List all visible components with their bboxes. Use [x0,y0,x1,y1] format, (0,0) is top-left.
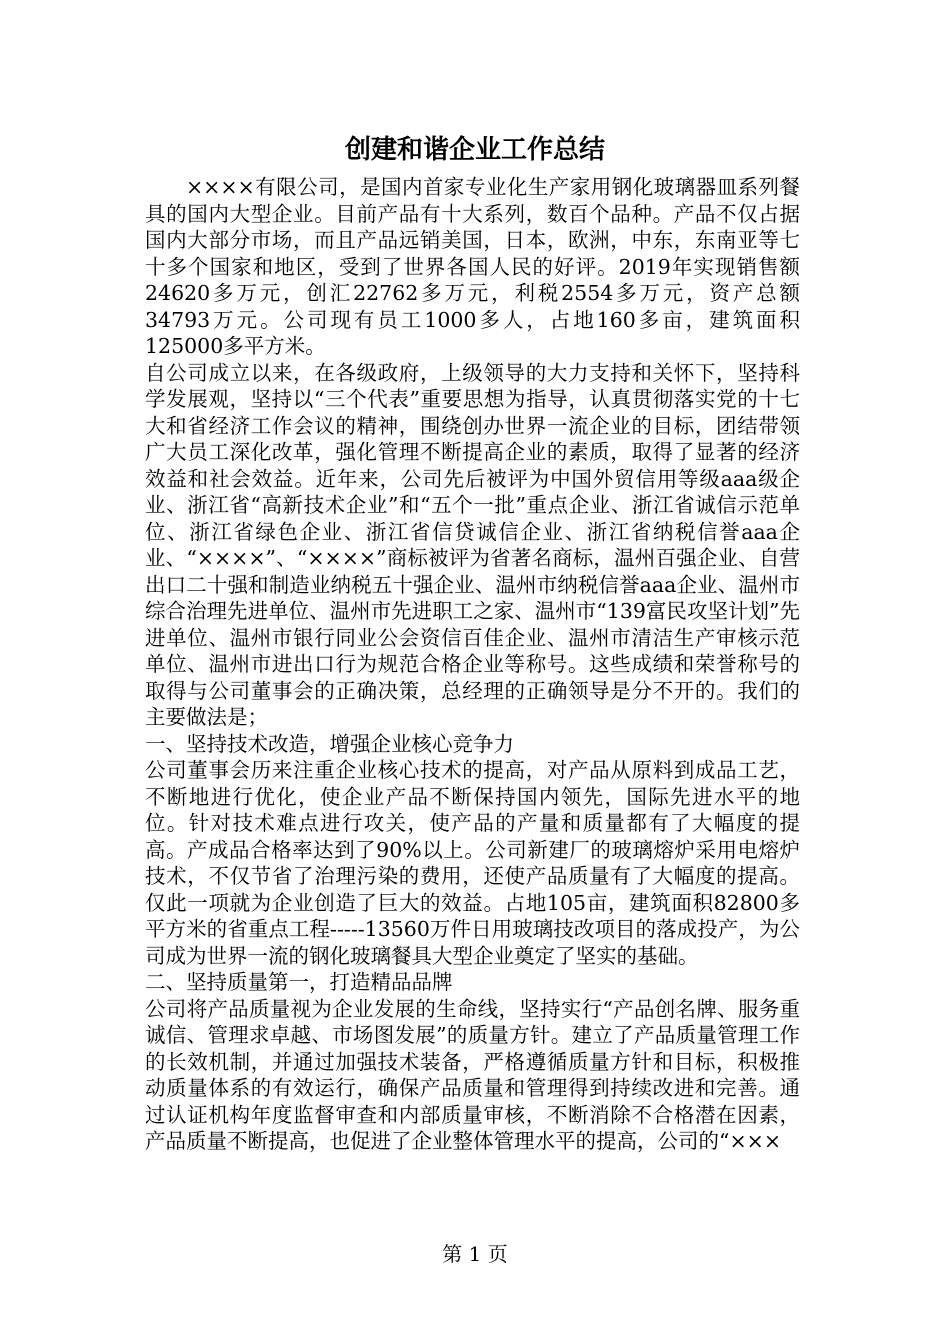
paragraph-achievements: 自公司成立以来，在各级政府，上级领导的大力支持和关怀下，坚持科学发展观，坚持以“三个代表”重要思想为指导，认真贯彻落实党的十七大和省经济工作会议的精神，围绕创办世界一流企业的目标，团结带领广大员工深化改革，强化管理不断提高企业的素质，取得了显著的经济效益和社会效益。近年来，公司先后被评为中国外贸信用等级aaa级企业、浙江省“高新技术企业”和“五个一批”重点企业、浙江省诚信示范单位、浙江省绿色企业、浙江省信贷诚信企业、浙江省纳税信誉aaa企业、“××××”、“××××”商标被评为省著名商标，温州百强企业、自营出口二十强和制造业纳税五十强企业、温州市纳税信誉aaa企业、温州市综合治理先进单位、温州市先进职工之家、温州市“139富民攻坚计划”先进单位、温州市银行同业公会资信百佳企业、温州市清洁生产审核示范单位、温州市进出口行为规范合格企业等称号。这些成绩和荣誉称号的取得与公司董事会的正确决策，总经理的正确领导是分不开的。我们的主要做法是； [145,360,800,729]
section-heading-2: 二、坚持质量第一，打造精品品牌 [145,970,453,994]
section-heading-1: 一、坚持技术改造，增强企业核心竞争力 [145,731,514,756]
document-body [145,174,800,1155]
paragraph-quality: 公司将产品质量视为企业发展的生命线，坚持实行“产品创名牌、服务重诚信、管理求卓越、市场图发展”的质量方针。建立了产品质量管理工作的长效机制，并通过加强技术装备，严格遵循质量方针和目标，积极推动质量体系的有效运行，确保产品质量和管理得到持续改进和完善。通过认证机构年度监督审查和内部质量审核，不断消除不合格潜在因素，产品质量不断提高，也促进了企业整体管理水平的提高，公司的“××× [145,996,800,1153]
paragraph-technology: 公司董事会历来注重企业核心技术的提高，对产品从原料到成品工艺，不断地进行优化，使企业产品不断保持国内领先，国际先进水平的地位。针对技术难点进行攻关，使产品的产量和质量都有了大幅度的提高。产成品合格率达到了90%以上。公司新建厂的玻璃熔炉采用电熔炉技术，不仅节省了治理污染的费用，还使产品质量有了大幅度的提高。仅此一项就为企业创造了巨大的效益。占地105亩，建筑面积82800多平方米的省重点工程-----13560万件日用玻璃技改项目的落成投产，为公司成为世界一流的钢化玻璃餐具大型企业奠定了坚实的基础。 [145,758,800,968]
paragraph-intro: ××××有限公司，是国内首家专业化生产家用钢化玻璃器皿系列餐具的国内大型企业。目前产品有十大系列，数百个品种。产品不仅占据国内大部分市场，而且产品远销美国，日本，欧洲，中东，东南亚等七十多个国家和地区，受到了世界各国人民的好评。2019年实现销售额24620多万元，创汇22762多万元，利税2554多万元，资产总额34793万元。公司现有员工1000多人，占地160多亩，建筑面积125000多平方米。 [145,175,800,358]
page-number: 第 1 页 [442,1242,508,1266]
document-title: 创建和谐企业工作总结 [344,135,605,165]
